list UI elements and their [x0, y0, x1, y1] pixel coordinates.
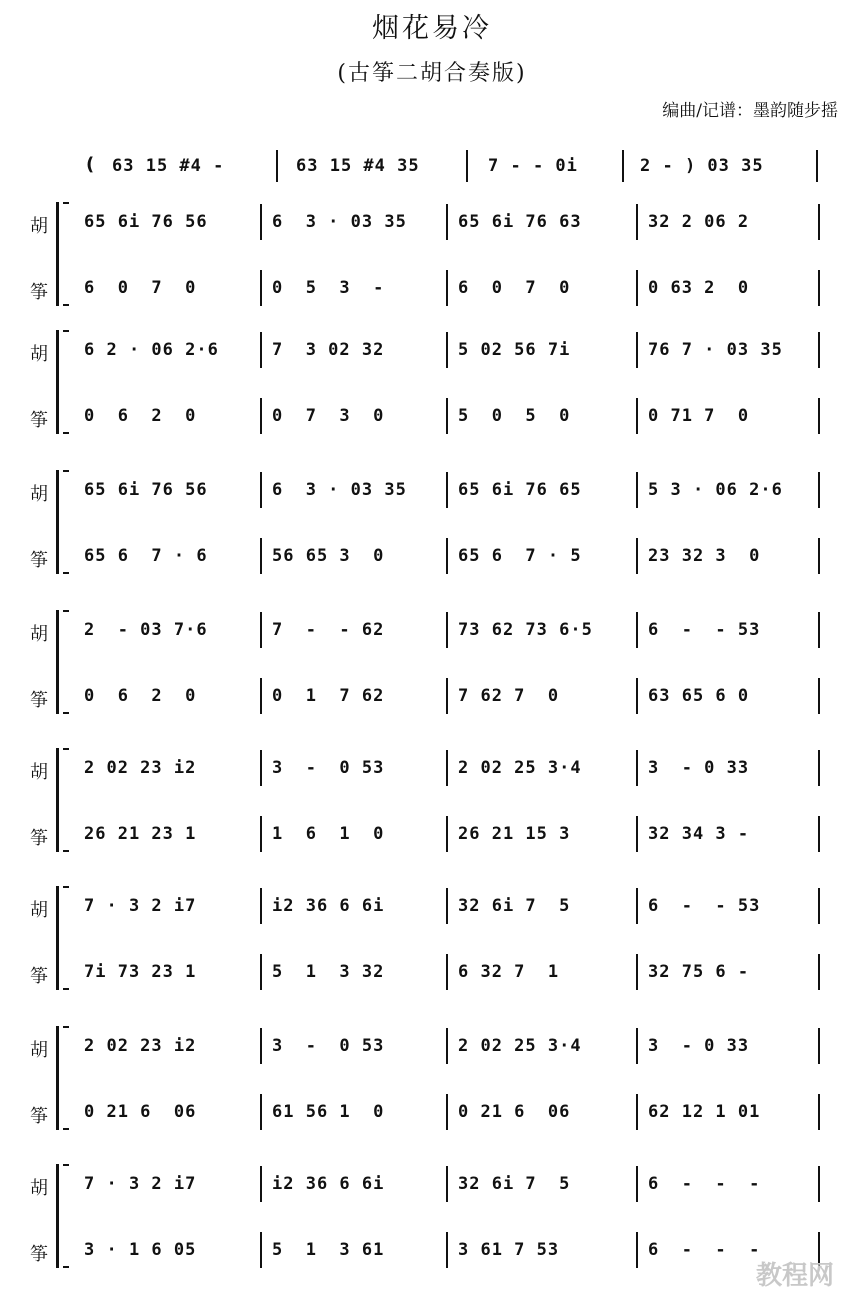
system-bracket	[56, 330, 63, 434]
barline	[446, 204, 448, 240]
score-system	[0, 326, 864, 446]
barline	[446, 816, 448, 852]
guzheng-measure: 63 65 6 0	[648, 686, 750, 706]
erhu-measure: 73 62 73 6·5	[458, 620, 593, 640]
guzheng-part-label: 筝	[30, 410, 48, 431]
barline	[636, 1028, 638, 1064]
intro-measure: 63 15 #4 35	[296, 156, 420, 176]
barline	[276, 150, 278, 182]
site-watermark: 教程网	[755, 1261, 834, 1291]
guzheng-part-label: 筝	[30, 690, 48, 711]
erhu-measure: 6 - - -	[648, 1174, 761, 1194]
erhu-measure: 2 02 23 i2	[84, 1036, 197, 1056]
score-title: 烟花易冷	[372, 13, 492, 44]
barline	[446, 1232, 448, 1268]
system-bracket	[56, 610, 63, 714]
intro-paren: (	[86, 154, 95, 175]
barline	[260, 750, 262, 786]
erhu-measure: 6 2 · 06 2·6	[84, 340, 219, 360]
barline	[260, 398, 262, 434]
barline	[446, 612, 448, 648]
barline	[818, 1094, 820, 1130]
barline	[636, 332, 638, 368]
guzheng-measure: 23 32 3 0	[648, 546, 761, 566]
barline	[636, 1166, 638, 1202]
barline	[818, 1166, 820, 1202]
erhu-measure: 32 6i 7 5	[458, 1174, 571, 1194]
guzheng-measure: 6 0 7 0	[84, 278, 197, 298]
system-bracket	[56, 470, 63, 574]
barline	[446, 678, 448, 714]
erhu-part-label: 胡	[30, 900, 48, 921]
barline	[446, 538, 448, 574]
barline	[260, 1028, 262, 1064]
guzheng-measure: 6 32 7 1	[458, 962, 560, 982]
guzheng-measure: 5 0 5 0	[458, 406, 571, 426]
barline	[260, 270, 262, 306]
guzheng-measure: 1 6 1 0	[272, 824, 385, 844]
system-bracket	[56, 202, 63, 306]
erhu-part-label: 胡	[30, 344, 48, 365]
barline	[636, 538, 638, 574]
score-system	[0, 744, 864, 864]
erhu-part-label: 胡	[30, 1178, 48, 1199]
erhu-part-label: 胡	[30, 762, 48, 783]
barline	[260, 612, 262, 648]
erhu-part-label: 胡	[30, 1040, 48, 1061]
guzheng-measure: 5 1 3 61	[272, 1240, 385, 1260]
erhu-measure: i2 36 6 6i	[272, 896, 385, 916]
guzheng-measure: 26 21 23 1	[84, 824, 197, 844]
guzheng-measure: 32 34 3 -	[648, 824, 750, 844]
erhu-measure: 7 - - 62	[272, 620, 385, 640]
barline	[260, 1166, 262, 1202]
score-system	[0, 1022, 864, 1142]
guzheng-part-label: 筝	[30, 828, 48, 849]
guzheng-measure: 3 61 7 53	[458, 1240, 560, 1260]
erhu-part-label: 胡	[30, 484, 48, 505]
barline	[636, 270, 638, 306]
barline	[636, 1094, 638, 1130]
erhu-measure: 32 2 06 2	[648, 212, 750, 232]
guzheng-measure: 61 56 1 0	[272, 1102, 385, 1122]
erhu-measure: 2 02 23 i2	[84, 758, 197, 778]
barline	[818, 750, 820, 786]
barline	[818, 270, 820, 306]
barline	[260, 204, 262, 240]
erhu-measure: 6 - - 53	[648, 620, 761, 640]
guzheng-measure: 6 - - -	[648, 1240, 761, 1260]
score-subtitle: (古筝二胡合奏版)	[337, 61, 527, 86]
barline	[818, 678, 820, 714]
barline	[818, 472, 820, 508]
score-system	[0, 1160, 864, 1280]
barline	[260, 1094, 262, 1130]
guzheng-measure: 0 5 3 -	[272, 278, 385, 298]
barline	[636, 472, 638, 508]
barline	[636, 204, 638, 240]
intro-measure: 7 - - 0i	[488, 156, 578, 176]
barline	[260, 472, 262, 508]
guzheng-measure: 0 21 6 06	[84, 1102, 197, 1122]
barline	[818, 398, 820, 434]
barline	[818, 204, 820, 240]
erhu-measure: 2 02 25 3·4	[458, 1036, 582, 1056]
barline	[818, 332, 820, 368]
system-bracket	[56, 1026, 63, 1130]
barline	[636, 398, 638, 434]
guzheng-measure: 56 65 3 0	[272, 546, 385, 566]
erhu-measure: 5 3 · 06 2·6	[648, 480, 783, 500]
guzheng-measure: 3 · 1 6 05	[84, 1240, 197, 1260]
guzheng-measure: 32 75 6 -	[648, 962, 750, 982]
system-bracket	[56, 886, 63, 990]
erhu-measure: 2 - 03 7·6	[84, 620, 208, 640]
guzheng-measure: 0 63 2 0	[648, 278, 750, 298]
barline	[818, 816, 820, 852]
intro-measure: 2 - ) 03 35	[640, 156, 764, 176]
barline	[636, 1232, 638, 1268]
erhu-measure: 65 6i 76 63	[458, 212, 582, 232]
guzheng-measure: 0 1 7 62	[272, 686, 385, 706]
barline	[446, 270, 448, 306]
barline	[636, 750, 638, 786]
barline	[818, 1028, 820, 1064]
barline	[260, 816, 262, 852]
barline	[466, 150, 468, 182]
barline	[636, 888, 638, 924]
intro-row	[0, 148, 864, 184]
barline	[446, 954, 448, 990]
guzheng-measure: 0 6 2 0	[84, 686, 197, 706]
barline	[816, 150, 818, 182]
score-system	[0, 606, 864, 726]
erhu-part-label: 胡	[30, 624, 48, 645]
erhu-measure: i2 36 6 6i	[272, 1174, 385, 1194]
erhu-measure: 6 3 · 03 35	[272, 480, 407, 500]
erhu-measure: 3 - 0 53	[272, 758, 385, 778]
barline	[636, 954, 638, 990]
barline	[446, 398, 448, 434]
barline	[446, 1094, 448, 1130]
barline	[446, 332, 448, 368]
barline	[446, 888, 448, 924]
barline	[260, 538, 262, 574]
intro-measure: 63 15 #4 -	[112, 156, 225, 176]
barline	[446, 1028, 448, 1064]
barline	[446, 1166, 448, 1202]
erhu-part-label: 胡	[30, 216, 48, 237]
erhu-measure: 65 6i 76 56	[84, 480, 208, 500]
guzheng-part-label: 筝	[30, 1244, 48, 1265]
barline	[260, 332, 262, 368]
guzheng-measure: 65 6 7 · 6	[84, 546, 208, 566]
guzheng-measure: 7 62 7 0	[458, 686, 560, 706]
erhu-measure: 3 - 0 33	[648, 758, 750, 778]
score-system	[0, 882, 864, 1002]
guzheng-part-label: 筝	[30, 550, 48, 571]
guzheng-measure: 0 21 6 06	[458, 1102, 571, 1122]
arranger-credit: 编曲/记谱：墨韵随步摇	[662, 101, 838, 121]
barline	[260, 888, 262, 924]
barline	[818, 612, 820, 648]
score-system	[0, 466, 864, 586]
barline	[260, 954, 262, 990]
barline	[818, 538, 820, 574]
erhu-measure: 7 3 02 32	[272, 340, 385, 360]
guzheng-measure: 7i 73 23 1	[84, 962, 197, 982]
erhu-measure: 3 - 0 33	[648, 1036, 750, 1056]
barline	[818, 954, 820, 990]
score-system	[0, 198, 864, 318]
erhu-measure: 7 · 3 2 i7	[84, 1174, 197, 1194]
guzheng-measure: 0 7 3 0	[272, 406, 385, 426]
erhu-measure: 5 02 56 7i	[458, 340, 571, 360]
erhu-measure: 3 - 0 53	[272, 1036, 385, 1056]
guzheng-measure: 0 71 7 0	[648, 406, 750, 426]
erhu-measure: 2 02 25 3·4	[458, 758, 582, 778]
guzheng-measure: 26 21 15 3	[458, 824, 571, 844]
erhu-measure: 65 6i 76 65	[458, 480, 582, 500]
barline	[446, 472, 448, 508]
barline	[622, 150, 624, 182]
guzheng-measure: 65 6 7 · 5	[458, 546, 582, 566]
barline	[636, 678, 638, 714]
guzheng-measure: 6 0 7 0	[458, 278, 571, 298]
erhu-measure: 6 - - 53	[648, 896, 761, 916]
system-bracket	[56, 748, 63, 852]
guzheng-measure: 5 1 3 32	[272, 962, 385, 982]
erhu-measure: 6 3 · 03 35	[272, 212, 407, 232]
erhu-measure: 65 6i 76 56	[84, 212, 208, 232]
guzheng-part-label: 筝	[30, 966, 48, 987]
system-bracket	[56, 1164, 63, 1268]
erhu-measure: 76 7 · 03 35	[648, 340, 783, 360]
guzheng-measure: 62 12 1 01	[648, 1102, 761, 1122]
barline	[260, 678, 262, 714]
guzheng-part-label: 筝	[30, 1106, 48, 1127]
guzheng-measure: 0 6 2 0	[84, 406, 197, 426]
barline	[636, 816, 638, 852]
erhu-measure: 32 6i 7 5	[458, 896, 571, 916]
erhu-measure: 7 · 3 2 i7	[84, 896, 197, 916]
barline	[818, 888, 820, 924]
barline	[260, 1232, 262, 1268]
guzheng-part-label: 筝	[30, 282, 48, 303]
barline	[636, 612, 638, 648]
barline	[446, 750, 448, 786]
